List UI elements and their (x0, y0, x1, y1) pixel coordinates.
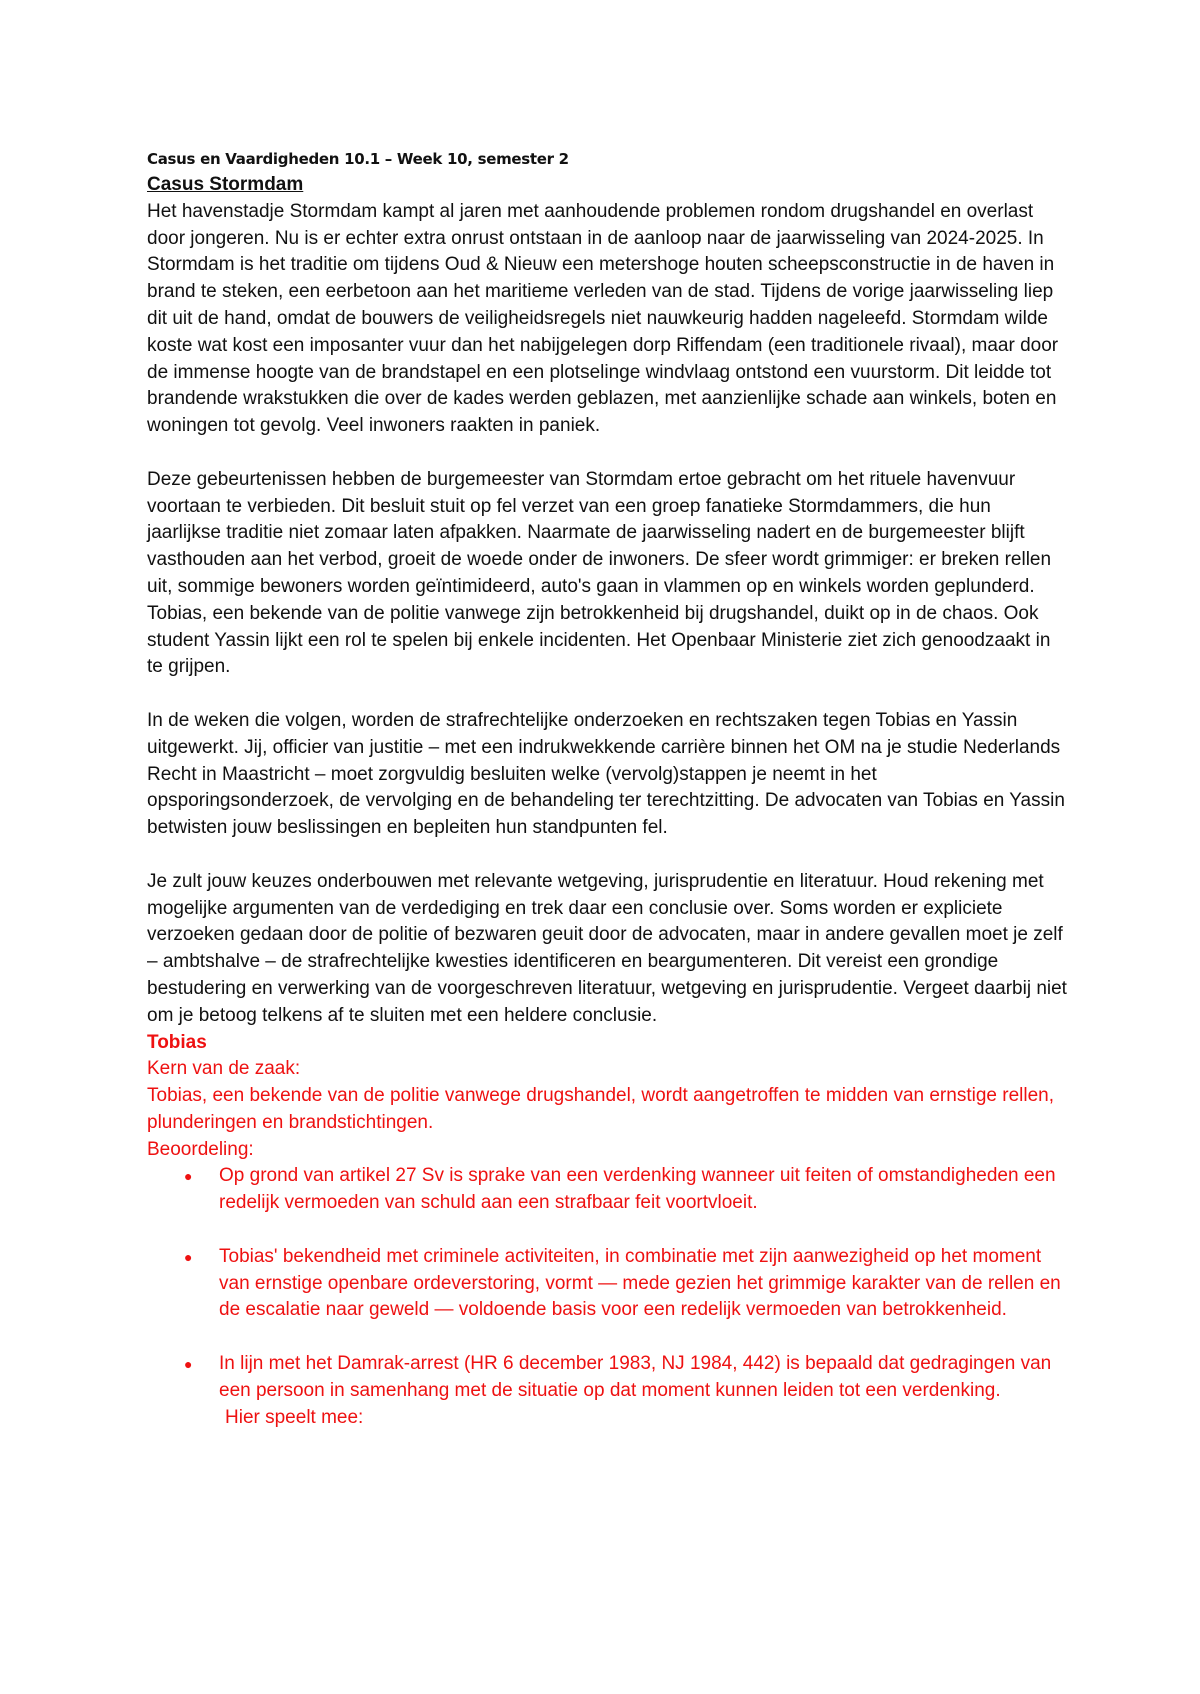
bullet-text: In lijn met het Damrak-arrest (HR 6 december 1983, NJ 1984, 442) is bepaald dat gedragingen van een persoon in samenhang met de situatie op dat moment kunnen leiden tot een verdenking. (219, 1353, 1052, 1401)
list-spacer (219, 1217, 1067, 1244)
trailing-line: Hier speelt mee: (225, 1406, 364, 1428)
kern-label: Kern van de zaak: (147, 1058, 301, 1080)
bullet-text: Op grond van artikel 27 Sv is sprake van een verdenking wanneer uit feiten of omstandigheden een redelijk vermoeden van schuld aan een strafbaar feit voortvloeit. (219, 1165, 1056, 1214)
list-item (184, 1351, 1067, 1405)
list-continuation (219, 1405, 1067, 1432)
casus-title: Casus Stormdam (147, 174, 304, 195)
paragraph-spacer (147, 842, 1067, 869)
paragraph-spacer (147, 440, 1067, 467)
document-page (147, 146, 1067, 1431)
casus-paragraph-3: In de weken die volgen, worden de strafrechtelijke onderzoeken en rechtszaken tegen Tobias en Yassin uitgewerkt. Jij, officier van justitie – met een indrukwekkende carrière binnen het OM na je studie Nederlands Recht in Maastricht – moet zorgvuldig besluiten welke (vervolg)stappen je neemt in het opsporingsonderzoek, de vervolging en de behandeling ter terechtzitting. De advocaten van Tobias en Yassin betwisten jouw beslissingen en bepleiten hun standpunten fel. (147, 709, 1065, 839)
list-item (184, 1244, 1067, 1324)
bullet-text: Tobias' bekendheid met criminele activiteiten, in combinatie met zijn aanwezigheid op het moment van ernstige openbare ordeverstoring, vormt — mede gezien het grimmige karakter van de rellen en de escalatie naar geweld — voldoende basis voor een redelijk vermoeden van betrokkenheid. (219, 1245, 1061, 1321)
bullet-icon: ● (184, 1248, 193, 1265)
casus-paragraph-1: Het havenstadje Stormdam kampt al jaren met aanhoudende problemen rondom drugshandel en overlast door jongeren. Nu is er echter extra onrust ontstaan in de aanloop naar de jaarwisseling van 2024-2025. In Stormdam is het traditie om tijdens Oud & Nieuw een metershoge houten scheepsconstructie in de haven in brand te steken, een eerbetoon aan het maritieme verleden van de stad. Tijdens de vorige jaarwisseling liep dit uit de hand, omdat de bouwers de veiligheidsregels niet nauwkeurig hadden nageleefd. Stormdam wilde koste wat kost een imposanter vuur dan het nabijgelegen dorp Riffendam (een traditionele rivaal), maar door de immense hoogte van de brandstapel en een plotselinge windvlaag ontstond een vuurstorm. Dit leidde tot brandende wrakstukken die over de kades werden geblazen, met aanzienlijke schade aan winkels, boten en woningen tot gevolg. Veel inwoners raakten in paniek. (147, 200, 1059, 437)
beoordeling-list (147, 1163, 1067, 1431)
beoordeling-label: Beoordeling: (147, 1138, 254, 1160)
bullet-icon: ● (184, 1356, 193, 1373)
paragraph-spacer (147, 681, 1067, 708)
list-spacer (219, 1324, 1067, 1351)
list-item (184, 1163, 1067, 1217)
tobias-heading: Tobias (147, 1031, 207, 1053)
document-header: Casus en Vaardigheden 10.1 – Week 10, semester 2 (147, 150, 569, 168)
kern-text: Tobias, een bekende van de politie vanwege drugshandel, wordt aangetroffen te midden van ernstige rellen, plunderingen en brandstichtingen. (147, 1085, 1054, 1133)
bullet-icon: ● (184, 1168, 193, 1185)
casus-paragraph-4: Je zult jouw keuzes onderbouwen met relevante wetgeving, jurisprudentie en literatuur. Houd rekening met mogelijke argumenten van de verdediging en trek daar een conclusie over. Soms worden er expliciete verzoeken gedaan door de politie of bezwaren geuit door de advocaten, maar in andere gevallen moet je zelf – ambtshalve – de strafrechtelijke kwesties identificeren en beargumenteren. Dit vereist een grondige bestudering en verwerking van de voorgeschreven literatuur, wetgeving en jurisprudentie. Vergeet daarbij niet om je betoog telkens af te sluiten met een heldere conclusie. (147, 870, 1067, 1026)
casus-paragraph-2: Deze gebeurtenissen hebben de burgemeester van Stormdam ertoe gebracht om het rituele havenvuur voortaan te verbieden. Dit besluit stuit op fel verzet van een groep fanatieke Stormdammers, die hun jaarlijkse traditie niet zomaar laten afpakken. Naarmate de jaarwisseling nadert en de burgemeester blijft vasthouden aan het verbod, groeit de woede onder de inwoners. De sfeer wordt grimmiger: er breken rellen uit, sommige bewoners worden geïntimideerd, auto's gaan in vlammen op en winkels worden geplunderd. Tobias, een bekende van de politie vanwege zijn betrokkenheid bij drugshandel, duikt op in de chaos. Ook student Yassin lijkt een rol te spelen bij enkele incidenten. Het Openbaar Ministerie ziet zich genoodzaakt in te grijpen. (147, 468, 1052, 678)
